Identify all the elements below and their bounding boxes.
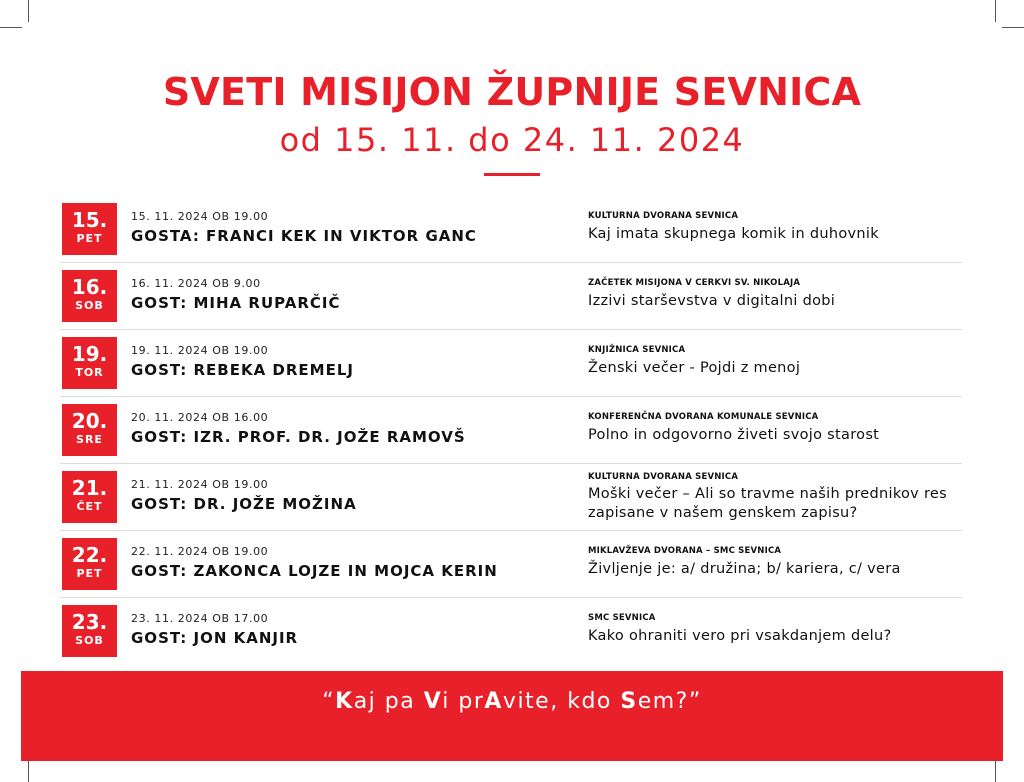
date-number: 23. bbox=[71, 610, 108, 634]
title-divider bbox=[484, 173, 540, 176]
quote-text: em?” bbox=[637, 689, 702, 714]
date-weekday: PET bbox=[76, 232, 103, 245]
crop-mark bbox=[1002, 27, 1024, 28]
event-datetime: 20. 11. 2024 OB 16.00 bbox=[131, 411, 269, 424]
date-badge bbox=[62, 337, 117, 389]
event-topic: Kako ohraniti vero pri vsakdanjem delu? bbox=[588, 628, 892, 644]
date-weekday: TOR bbox=[75, 366, 104, 379]
date-weekday: SRE bbox=[76, 433, 103, 446]
date-badge bbox=[62, 471, 117, 523]
footer-quote bbox=[21, 689, 1003, 714]
event-guest: GOST: JON KANJIR bbox=[131, 629, 299, 647]
event-topic: Življenje je: a/ družina; b/ kariera, c/ vera bbox=[588, 561, 901, 577]
event-venue: ZAČETEK MISIJONA V CERKVI SV. NIKOLAJA bbox=[588, 278, 801, 288]
event-row bbox=[60, 263, 962, 330]
event-venue: KULTURNA DVORANA SEVNICA bbox=[588, 211, 739, 221]
date-badge bbox=[62, 203, 117, 255]
date-badge bbox=[62, 605, 117, 657]
quote-highlight: S bbox=[620, 689, 638, 714]
event-datetime: 21. 11. 2024 OB 19.00 bbox=[131, 478, 269, 491]
event-venue: SMC SEVNICA bbox=[588, 613, 656, 623]
date-number: 19. bbox=[71, 342, 108, 366]
quote-highlight: A bbox=[484, 689, 503, 714]
event-topic: Polno in odgovorno živeti svojo starost bbox=[588, 427, 880, 443]
crop-mark bbox=[28, 0, 29, 22]
event-datetime: 19. 11. 2024 OB 19.00 bbox=[131, 344, 269, 357]
quote-text: “ bbox=[322, 689, 336, 714]
event-row bbox=[60, 330, 962, 397]
crop-mark bbox=[995, 0, 996, 22]
event-venue: KULTURNA DVORANA SEVNICA bbox=[588, 472, 739, 482]
event-guest: GOST: REBEKA DREMELJ bbox=[131, 361, 354, 379]
event-guest: GOST: ZAKONCA LOJZE IN MOJCA KERIN bbox=[131, 562, 498, 580]
event-row bbox=[60, 531, 962, 598]
event-guest: GOST: IZR. PROF. DR. JOŽE RAMOVŠ bbox=[131, 428, 466, 446]
date-number: 16. bbox=[71, 275, 108, 299]
event-topic: Izzivi starševstva v digitalni dobi bbox=[588, 293, 836, 309]
quote-highlight: K bbox=[335, 689, 354, 714]
quote-highlight: V bbox=[423, 689, 443, 714]
date-weekday: SOB bbox=[75, 634, 104, 647]
event-venue: KONFERENČNA DVORANA KOMUNALE SEVNICA bbox=[588, 412, 819, 422]
event-datetime: 23. 11. 2024 OB 17.00 bbox=[131, 612, 269, 625]
event-topic: Moški večer – Ali so travme naših prednikov res zapisane v našem genskem zapisu? bbox=[588, 486, 947, 521]
footer-banner bbox=[21, 671, 1003, 761]
date-weekday: SOB bbox=[75, 299, 104, 312]
quote-text: aj pa bbox=[353, 689, 424, 714]
date-number: 22. bbox=[71, 543, 108, 567]
quote-text: vite, kdo bbox=[502, 689, 621, 714]
event-guest: GOST: MIHA RUPARČIČ bbox=[131, 294, 341, 312]
event-topic: Ženski večer - Pojdi z menoj bbox=[588, 360, 801, 376]
date-number: 21. bbox=[71, 476, 108, 500]
event-guest: GOSTA: FRANCI KEK IN VIKTOR GANC bbox=[131, 227, 477, 245]
page-title: SVETI MISIJON ŽUPNIJE SEVNICA bbox=[162, 70, 862, 114]
event-row bbox=[60, 196, 962, 263]
event-datetime: 22. 11. 2024 OB 19.00 bbox=[131, 545, 269, 558]
date-badge bbox=[62, 270, 117, 322]
quote-text: i pr bbox=[442, 689, 485, 714]
date-badge bbox=[62, 538, 117, 590]
event-row bbox=[60, 397, 962, 464]
event-venue: KNJIŽNICA SEVNICA bbox=[588, 345, 686, 355]
date-weekday: PET bbox=[76, 567, 103, 580]
event-guest: GOST: DR. JOŽE MOŽINA bbox=[131, 495, 357, 513]
event-row bbox=[60, 598, 962, 664]
page-subtitle: od 15. 11. do 24. 11. 2024 bbox=[279, 121, 745, 159]
date-number: 15. bbox=[71, 208, 108, 232]
crop-mark bbox=[995, 760, 996, 782]
event-row bbox=[60, 464, 962, 531]
event-datetime: 16. 11. 2024 OB 9.00 bbox=[131, 277, 261, 290]
crop-mark bbox=[0, 27, 22, 28]
date-number: 20. bbox=[71, 409, 108, 433]
event-datetime: 15. 11. 2024 OB 19.00 bbox=[131, 210, 269, 223]
date-badge bbox=[62, 404, 117, 456]
date-weekday: ČET bbox=[76, 500, 103, 513]
events-list bbox=[60, 196, 962, 664]
event-venue: MIKLAVŽEVA DVORANA – SMC SEVNICA bbox=[588, 546, 782, 556]
crop-mark bbox=[28, 760, 29, 782]
event-topic: Kaj imata skupnega komik in duhovnik bbox=[588, 226, 879, 242]
